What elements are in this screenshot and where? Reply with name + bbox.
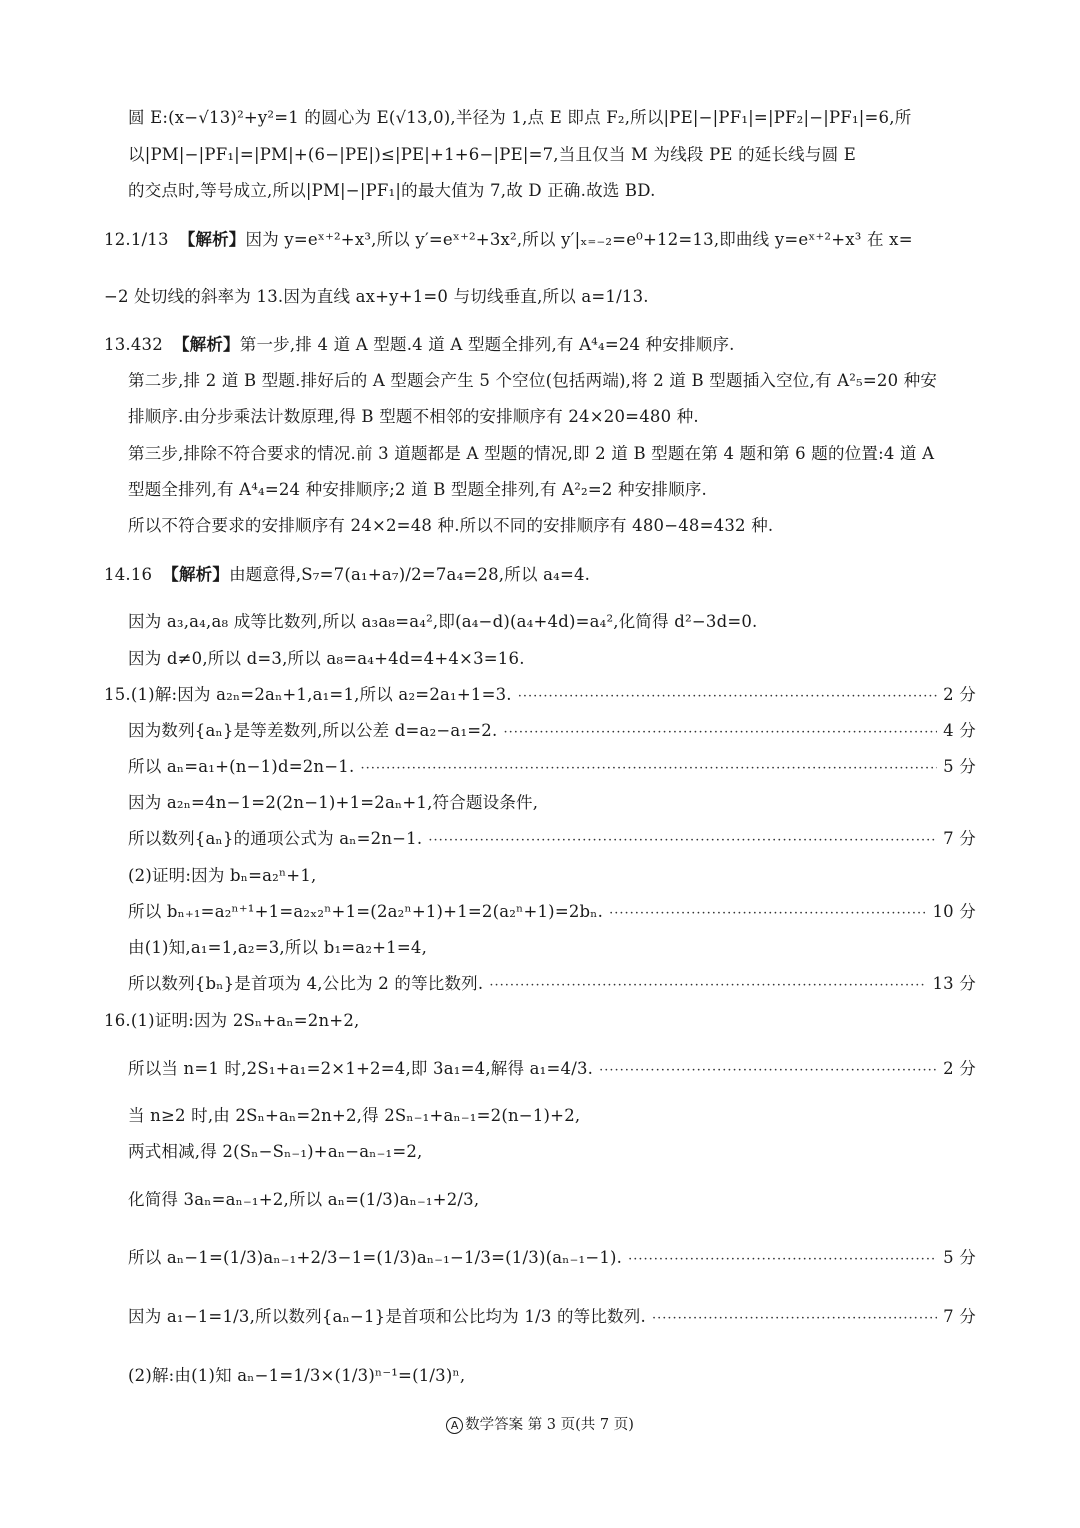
- text-line: 型题全排列,有 A⁴₄=24 种安排顺序;2 道 B 型题全排列,有 A²₂=2 种安排顺序.: [128, 480, 707, 499]
- question-14: [104, 563, 976, 587]
- leader-dots: [489, 974, 926, 998]
- text-line: 因为 d≠0,所以 d=3,所以 a₈=a₄+4d=4+4×3=16.: [128, 649, 525, 668]
- step-text: 因为 a₁−1=1/3,所以数列{aₙ−1}是首项和公比均为 1/3 的等比数列.: [128, 1307, 646, 1326]
- answer-number: 14.16: [104, 565, 153, 584]
- answer-text: 第一步,排 4 道 A 型题.4 道 A 型题全排列,有 A⁴₄=24 种安排顺序.: [239, 335, 735, 354]
- leader-dots: [518, 685, 937, 709]
- step-text: 所以数列{bₙ}是首项为 4,公比为 2 的等比数列.: [128, 974, 484, 993]
- score-label: 7 分: [943, 829, 976, 848]
- text-line: 两式相减,得 2(Sₙ−Sₙ₋₁)+aₙ−aₙ₋₁=2,: [128, 1142, 423, 1161]
- answer-number: 13.432: [104, 335, 163, 354]
- text-line: −2 处切线的斜率为 13.因为直线 ax+y+1=0 与切线垂直,所以 a=1/13.: [104, 287, 649, 306]
- score-label: 4 分: [943, 721, 976, 740]
- score-label: 5 分: [943, 757, 976, 776]
- text-line: 第二步,排 2 道 B 型题.排好后的 A 型题会产生 5 个空位(包括两端),将 2 道 B 型题插入空位,有 A²₅=20 种安: [128, 371, 938, 390]
- step-text: 15.(1)解:因为 a₂ₙ=2aₙ+1,a₁=1,所以 a₂=2a₁+1=3.: [104, 685, 512, 704]
- analysis-tag: 【解析】: [172, 335, 240, 354]
- scored-line: [128, 1057, 976, 1083]
- text-line: (2)解:由(1)知 aₙ−1=1/3×(1/3)ⁿ⁻¹=(1/3)ⁿ,: [128, 1366, 466, 1385]
- scored-line: [104, 683, 976, 709]
- text-line: 第三步,排除不符合要求的情况.前 3 道题都是 A 型题的情况,即 2 道 B 型题在第 4 题和第 6 题的位置:4 道 A: [128, 444, 935, 463]
- text-line: 以|PM|−|PF₁|=|PM|+(6−|PE|)≤|PE|+1+6−|PE|=7,当且仅当 M 为线段 PE 的延长线与圆 E: [128, 145, 856, 164]
- score-label: 10 分: [932, 902, 976, 921]
- answer-text: 因为 y=eˣ⁺²+x³,所以 y′=eˣ⁺²+3x²,所以 y′|ₓ₌₋₂=e⁰+12=13,即曲线 y=eˣ⁺²+x³ 在 x=: [245, 230, 913, 249]
- leader-dots: [652, 1307, 937, 1331]
- scored-line: [128, 827, 976, 853]
- analysis-tag: 【解析】: [162, 565, 230, 584]
- leader-dots: [428, 829, 937, 853]
- leader-dots: [609, 902, 926, 926]
- step-text: 所以 aₙ−1=(1/3)aₙ₋₁+2/3−1=(1/3)aₙ₋₁−1/3=(1/3)(aₙ₋₁−1).: [128, 1248, 623, 1267]
- text-line: 因为 a₃,a₄,a₈ 成等比数列,所以 a₃a₈=a₄²,即(a₄−d)(a₄+4d)=a₄²,化简得 d²−3d=0.: [128, 612, 758, 631]
- scored-line: [128, 719, 976, 745]
- step-text: 所以 aₙ=a₁+(n−1)d=2n−1.: [128, 757, 355, 776]
- scored-line: [128, 1246, 976, 1272]
- text-line: 因为 a₂ₙ=4n−1=2(2n−1)+1=2aₙ+1,符合题设条件,: [128, 793, 539, 812]
- circled-a-icon: A: [446, 1417, 463, 1434]
- answer-text: 由题意得,S₇=7(a₁+a₇)/2=7a₄=28,所以 a₄=4.: [229, 565, 591, 584]
- scored-line: [128, 972, 976, 998]
- text-line: 的交点时,等号成立,所以|PM|−|PF₁|的最大值为 7,故 D 正确.故选 BD.: [128, 181, 656, 200]
- text-line: (2)证明:因为 bₙ=a₂ⁿ+1,: [128, 866, 317, 885]
- step-text: 因为数列{aₙ}是等差数列,所以公差 d=a₂−a₁=2.: [128, 721, 498, 740]
- score-label: 7 分: [943, 1307, 976, 1326]
- text-line: 由(1)知,a₁=1,a₂=3,所以 b₁=a₂+1=4,: [128, 938, 428, 957]
- step-text: 所以当 n=1 时,2S₁+a₁=2×1+2=4,即 3a₁=4,解得 a₁=4/3.: [128, 1059, 594, 1078]
- text-line: 16.(1)证明:因为 2Sₙ+aₙ=2n+2,: [104, 1011, 360, 1030]
- scored-line: [128, 1305, 976, 1331]
- page-footer: [0, 1413, 1080, 1434]
- step-text: 所以数列{aₙ}的通项公式为 aₙ=2n−1.: [128, 829, 423, 848]
- text-line: 排顺序.由分步乘法计数原理,得 B 型题不相邻的安排顺序有 24×20=480 种.: [128, 407, 699, 426]
- question-12: [104, 228, 976, 252]
- step-text: 所以 bₙ₊₁=a₂ⁿ⁺¹+1=a₂ₓ₂ⁿ+1=(2a₂ⁿ+1)+1=2(a₂ⁿ+1)=2bₙ.: [128, 902, 604, 921]
- answer-number: 12.1/13: [104, 230, 169, 249]
- page-number: 数学答案 第 3 页(共 7 页): [465, 1417, 634, 1433]
- score-label: 5 分: [943, 1248, 976, 1267]
- leader-dots: [360, 757, 937, 781]
- leader-dots: [503, 721, 937, 745]
- scored-line: [128, 900, 976, 926]
- score-label: 2 分: [943, 685, 976, 704]
- analysis-tag: 【解析】: [178, 230, 246, 249]
- question-13: [104, 333, 976, 357]
- leader-dots: [599, 1059, 937, 1083]
- text-line: 当 n≥2 时,由 2Sₙ+aₙ=2n+2,得 2Sₙ₋₁+aₙ₋₁=2(n−1)+2,: [128, 1106, 581, 1125]
- score-label: 13 分: [932, 974, 976, 993]
- text-line: 化简得 3aₙ=aₙ₋₁+2,所以 aₙ=(1/3)aₙ₋₁+2/3,: [128, 1190, 480, 1209]
- score-label: 2 分: [943, 1059, 976, 1078]
- scored-line: [128, 755, 976, 781]
- text-line: 圆 E:(x−√13)²+y²=1 的圆心为 E(√13,0),半径为 1,点 E 即点 F₂,所以|PE|−|PF₁|=|PF₂|−|PF₁|=6,所: [128, 108, 912, 127]
- leader-dots: [628, 1248, 937, 1272]
- text-line: 所以不符合要求的安排顺序有 24×2=48 种.所以不同的安排顺序有 480−48=432 种.: [128, 516, 774, 535]
